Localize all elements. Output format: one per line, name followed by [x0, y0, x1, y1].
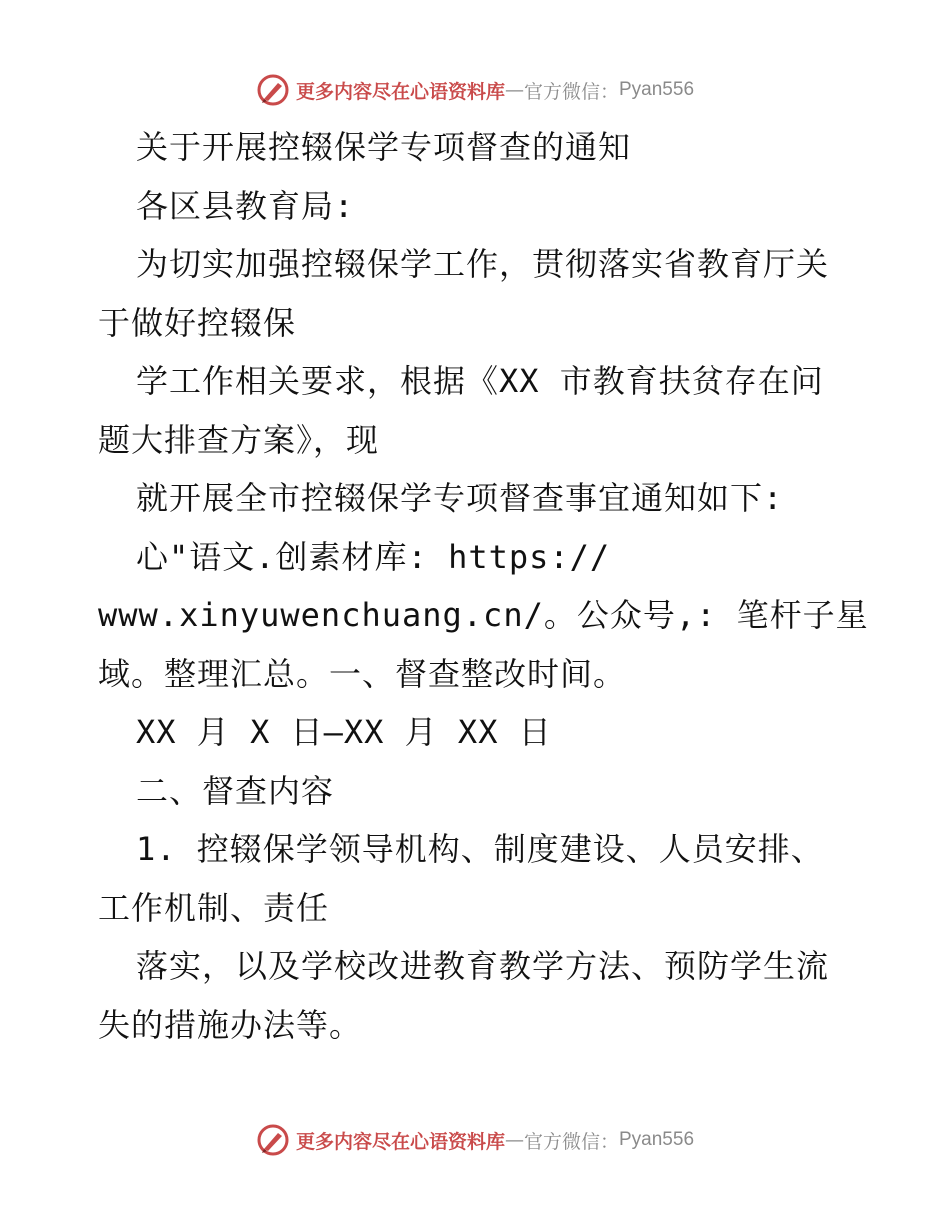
paragraph-line: 就开展全市控辍保学专项督查事宜通知如下:: [136, 479, 784, 517]
watermark-text: 更多内容尽在心语资料库: [295, 1130, 505, 1153]
watermark-wechat-id: Pyan556: [619, 1129, 695, 1150]
paragraph-line: 题大排查方案》，现: [98, 420, 380, 459]
paragraph-line: 心"语文.创素材库: https://: [136, 537, 611, 576]
watermark-wechat-id: Pyan556: [619, 79, 695, 100]
paragraph-line: XX 月 X 日—XX 月 XX 日: [136, 713, 552, 751]
paragraph-line: 工作机制、责任: [98, 888, 330, 927]
watermark-wechat-label: 官方微信：: [523, 80, 619, 103]
section-heading: 二、督查内容: [136, 771, 335, 810]
paragraph-line: 学工作相关要求，根据《XX 市教育扶贫存在问: [136, 362, 824, 400]
paragraph-line: 1. 控辍保学领导机构、制度建设、人员安排、: [136, 830, 824, 868]
watermark-text: 更多内容尽在心语资料库: [295, 80, 505, 103]
paragraph-line: 落实，以及学校改进教育教学方法、预防学生流: [136, 947, 830, 985]
watermark-banner-bottom: [0, 1120, 950, 1160]
watermark-separator: —: [504, 79, 524, 101]
paragraph-line: 于做好控辍保: [98, 303, 297, 342]
pen-logo-icon: [256, 73, 290, 107]
pen-logo-icon: [256, 1123, 290, 1157]
watermark-wechat-label: 官方微信：: [523, 1130, 619, 1153]
paragraph-line: 域。整理汇总。一、督查整改时间。: [98, 654, 627, 693]
watermark-banner-top: [0, 70, 950, 110]
paragraph-line: 失的措施办法等。: [98, 1005, 363, 1044]
document-addressee: 各区县教育局:: [136, 186, 355, 225]
paragraph-line: www.xinyuwenchuang.cn/。公众号,: 笔杆子星: [98, 596, 869, 634]
watermark-separator: —: [504, 1129, 524, 1151]
document-title: 关于开展控辍保学专项督查的通知: [136, 128, 632, 166]
paragraph-line: 为切实加强控辍保学工作，贯彻落实省教育厅关: [136, 245, 830, 283]
document-body: [98, 118, 869, 1054]
